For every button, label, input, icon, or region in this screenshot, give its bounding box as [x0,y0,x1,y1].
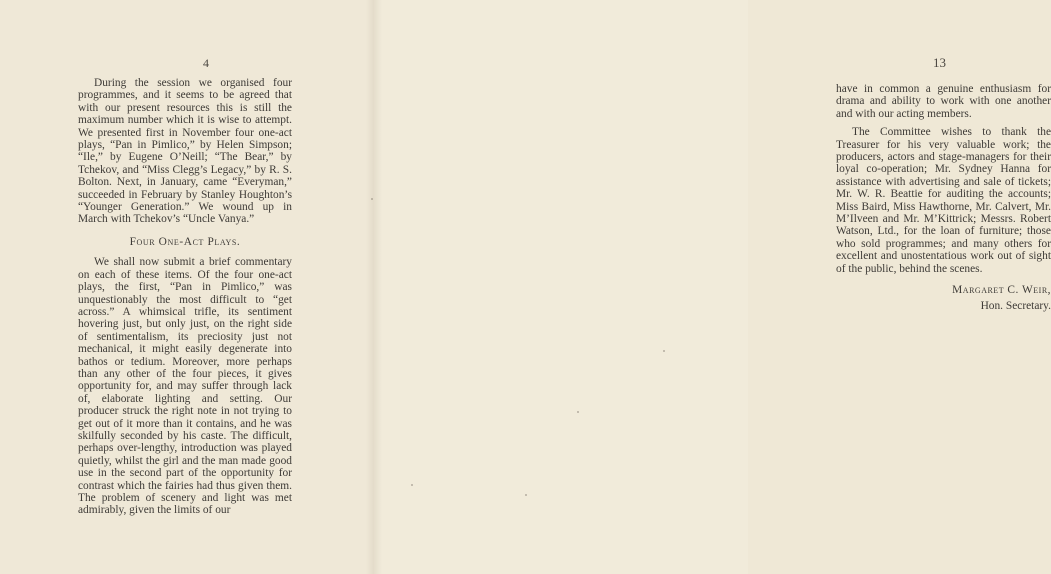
page-number-right: 13 [933,55,946,70]
section-heading: Four One-Act Plays. [129,235,241,248]
right-page [374,0,1051,574]
intro-paragraph: During the session we organised four programmes, and it seems to be agreed that with our present resources this is still the maximum number which it is wise to attempt. We presented first in November four one-act plays, “Pan in Pimlico,” by Helen Simpson; “Ile,” by Eugene O’Neill; “The Bear,” by Tchekov, and “Miss Clegg’s Legacy,” by R. S. Bolton. Next, in January, came “Everyman,” succeeded in February by Stanley Houghton’s “Younger Generation.” We wound up in March with Tchekov’s “Uncle Vanya.” [78,77,292,226]
paper-speck [663,350,665,352]
paper-speck [577,411,579,413]
paper-speck [411,484,413,486]
page-gutter [366,0,382,574]
commentary-paragraph: We shall now submit a brief commentary on each of these items. Of the four one-act plays, the first, “Pan in Pimlico,” was unquestionably the most difficult to “get across.” A whimsical trifle, its sentiment hovering just, but only just, on the right side of sentimentalism, its preciosity just not mechanical, it might easily degenerate into bathos or tedium. Moreover, more perhaps than any other of the four pieces, it gives opportunity for, and may suffer through lack of, elaborate lighting and setting. Our producer struck the right note in not trying to get out of it more than it contains, and he was skilfully seconded by his caste. The difficult, perhaps over-lengthy, introduction was played quietly, whilst the girl and the man made good use in the second part of the opportunity for contrast which the fairies had thus given them. The problem of scenery and light was met admirably, given the limits of our [78,256,292,517]
left-page [0,0,374,574]
signature-name: Margaret C. Weir, [952,284,1051,297]
left-text-column [78,77,292,517]
thanks-paragraph: The Committee wishes to thank the Treasurer for his very valuable work; the producers, actors and stage-managers for their loyal co-operation; Mr. Sydney Hanna for assistance with advertising and sale of tickets; Mr. W. R. Beattie for auditing the accounts; Miss Baird, Miss Hawthorne, Mr. Calvert, Mr. M’Ilveen and Mr. M’Kittrick; Messrs. Robert Watson, Ltd., for the loan of furniture; those who sold programmes; and many others for excellent and unostentatious work out of sight of the public, behind the scenes. [836,126,1051,275]
paper-speck [525,494,527,496]
continuation-paragraph: have in common a genuine enthusiasm for drama and ability to work with one another and with our acting members. [836,83,1051,120]
page-number-left: 4 [203,56,209,70]
paper-speck [371,198,373,200]
signature-title: Hon. Secretary. [980,299,1051,312]
right-text-column [836,83,1051,312]
